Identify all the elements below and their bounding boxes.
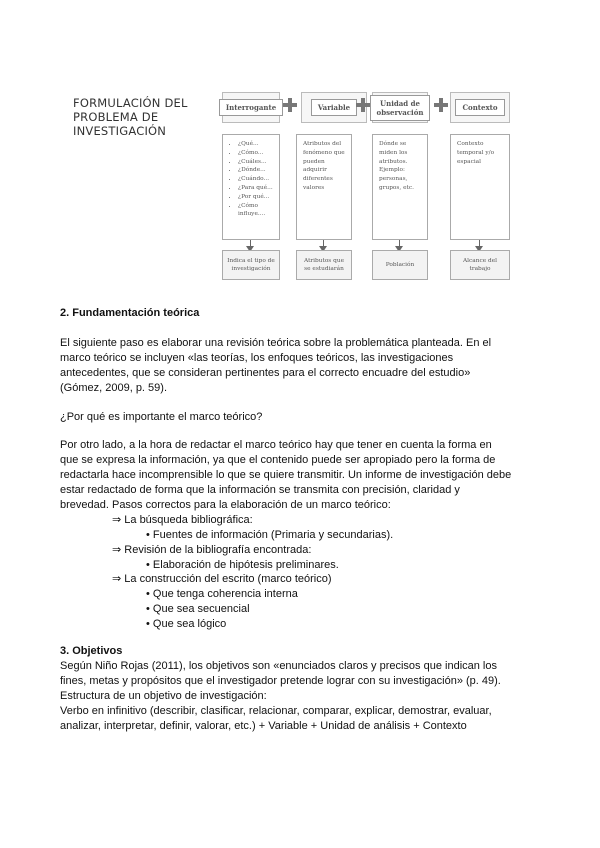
contexto-description-box: Contexto temporal y/o espacial (450, 134, 510, 240)
header-unidad-observacion: Unidad de observación (372, 92, 428, 123)
step-item: ⇒ Revisión de la bibliografía encontrada: (112, 544, 312, 556)
header-variable: Variable (301, 92, 367, 123)
plus-icon (356, 98, 370, 112)
bottom-box-poblacion: Población (372, 250, 428, 280)
figure-title (73, 96, 193, 138)
paragraph-line: marco teórico se incluyen «las teorías, los enfoques teóricos, las investigaciones (60, 352, 454, 364)
figure-title-line: INVESTIGACIÓN (73, 124, 167, 138)
paragraph-line: redactarla hace incomprensible lo que se quiere transmitir. Un informe de investigación debe (60, 469, 512, 481)
paragraph-line: brevedad. Pasos correctos para la elaboración de un marco teórico: (60, 499, 391, 511)
list-item: • ¿Cómo influye.... (238, 202, 273, 220)
bottom-box-alcance: Alcance del trabajo (450, 250, 510, 280)
plus-icon (434, 98, 448, 112)
bottom-box-tipo: Indica el tipo de investigación (222, 250, 280, 280)
list-item: • ¿Para qué... (238, 184, 273, 193)
paragraph-line: El siguiente paso es elaborar una revisión teórica sobre la problemática planteada. En el (60, 337, 492, 349)
step-item: ⇒ La construcción del escrito (marco teórico) (112, 573, 332, 585)
paragraph-line: antecedentes, que se consideran pertinentes para el correcto encuadre del estudio» (60, 367, 471, 379)
figure-title-line: FORMULACIÓN DEL (73, 96, 188, 110)
header-contexto: Contexto (450, 92, 510, 123)
problem-formulation-figure (60, 84, 515, 286)
interrogante-list-box (222, 134, 280, 240)
figure-title-line: PROBLEMA DE (73, 110, 159, 124)
paragraph-line: (Gómez, 2009, p. 59). (60, 382, 167, 394)
list-item: • ¿Cómo... (238, 149, 273, 158)
sub-item: • Fuentes de información (Primaria y secundarias). (146, 529, 394, 541)
paragraph-line: Estructura de un objetivo de investigación: (60, 690, 267, 702)
question-line: ¿Por qué es importante el marco teórico? (60, 411, 263, 423)
list-item: • ¿Cuándo... (238, 175, 273, 184)
bottom-box-atributos: Atributos que se estudiarán (296, 250, 352, 280)
sub-item: • Que sea lógico (146, 618, 227, 630)
section-heading: 2. Fundamentación teórica (60, 307, 200, 319)
paragraph-line: que se expresa la información, ya que el contenido puede ser apropiado pero la forma de (60, 454, 496, 466)
paragraph-line: estar redactado de forma que la información se transmita con precisión, claridad y (60, 484, 460, 496)
list-item: • ¿Dónde... (238, 166, 273, 175)
paragraph-line: Por otro lado, a la hora de redactar el marco teórico hay que tener en cuenta la forma en (60, 439, 492, 451)
list-item: • ¿Por qué... (238, 193, 273, 202)
sub-item: • Elaboración de hipótesis preliminares. (146, 559, 339, 571)
paragraph-line: Según Niño Rojas (2011), los objetivos son «enunciados claros y precisos que indican los (60, 660, 497, 672)
variable-description-box: Atributos del fenómeno que pueden adquirir diferentes valores (296, 134, 352, 240)
list-item: • ¿Qué... (238, 140, 273, 149)
paragraph-line: analizar, interpretar, definir, valorar, etc.) + Variable + Unidad de análisis + Contexto (60, 720, 467, 732)
list-item: • ¿Cuáles... (238, 158, 273, 167)
plus-icon (283, 98, 297, 112)
paragraph-line: Verbo en infinitivo (describir, clasificar, relacionar, comparar, explicar, demostrar, evaluar, (60, 705, 492, 717)
section-heading: 3. Objetivos (60, 645, 123, 657)
step-item: ⇒ La búsqueda bibliográfica: (112, 514, 253, 526)
sub-item: • Que sea secuencial (146, 603, 250, 615)
unidad-description-box: Dónde se miden los atributos. Ejemplo: personas, grupos, etc. (372, 134, 428, 240)
header-interrogante: Interrogante (222, 92, 280, 123)
paragraph-line: fines, metas y propósitos que el investigador pretende lograr con su investigación» (p. 49). (60, 675, 501, 687)
sub-item: • Que tenga coherencia interna (146, 588, 298, 600)
